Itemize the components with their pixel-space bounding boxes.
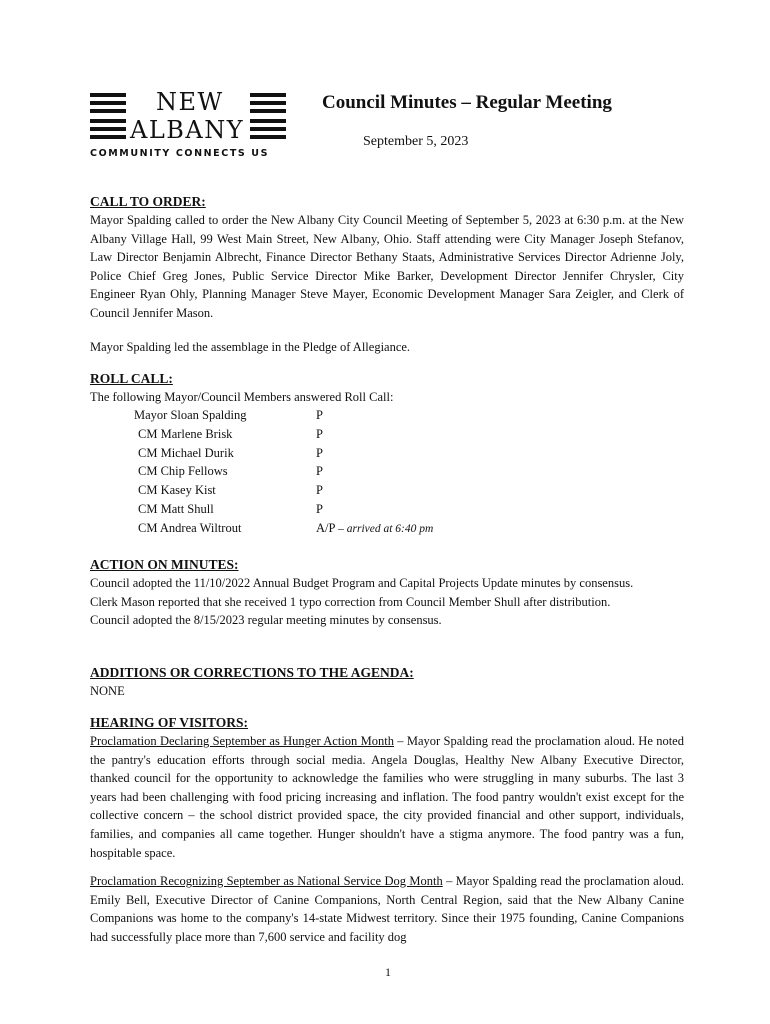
roll-call-intro: The following Mayor/Council Members answered Roll Call: — [90, 390, 394, 404]
member-status: P — [316, 464, 323, 479]
member-name: CM Marlene Brisk — [138, 426, 233, 441]
additions-heading: ADDITIONS OR CORRECTIONS TO THE AGENDA: — [90, 665, 414, 680]
hearing-heading: HEARING OF VISITORS: — [90, 715, 249, 730]
member-name: CM Michael Durik — [138, 445, 234, 460]
logo-bar — [250, 135, 286, 139]
member-status-with-note — [316, 519, 433, 539]
call-to-order-heading: CALL TO ORDER: — [90, 194, 206, 209]
member-name: CM Chip Fellows — [138, 464, 228, 479]
logo-bar — [250, 101, 286, 105]
member-status: P — [316, 501, 323, 516]
member-status: P — [316, 426, 323, 441]
logo-bar — [90, 101, 126, 105]
member-name: CM Andrea Wiltrout — [138, 520, 242, 535]
action-on-minutes-heading: ACTION ON MINUTES: — [90, 557, 239, 572]
typo-correction-text: Clerk Mason reported that she received 1 typo correction from Council Member Shull after distribution. — [90, 594, 611, 609]
logo-word-albany: ALBANY — [130, 116, 245, 144]
roll-call-section — [90, 370, 684, 407]
document-title: Council Minutes – Regular Meeting — [322, 92, 612, 113]
meeting-date: September 5, 2023 — [363, 134, 469, 149]
member-name: CM Kasey Kist — [138, 483, 216, 498]
hearing-of-visitors-section — [90, 714, 684, 862]
member-status: A/P — [316, 520, 335, 535]
logo-bar — [250, 109, 286, 113]
logo-bar — [250, 127, 286, 131]
minutes-adoption-text-1: Council adopted the 11/10/2022 Annual Budget Program and Capital Projects Update minutes by consensus. — [90, 576, 634, 590]
pledge-text: Mayor Spalding led the assemblage in the Pledge of Allegiance. — [90, 340, 411, 354]
service-dog-paragraph — [90, 872, 684, 946]
logo-bar — [90, 109, 126, 113]
hunger-action-text: – Mayor Spalding read the proclamation aloud. He noted the pantry's education efforts through social media. Angela Douglas, Healthy New Albany Executive Director, thanked council for the opportunity to acknowledge the families who were struggling in many suburbs. The last 3 years had been challenging with food pricing increasing and inflation. The food pantry wouldn't exist except for the collective concern – the school district provided space, the city provided financial and other support, individuals, families, and companies all came together. Hunger shouldn't have a stigma anymore. The food pantry was a fun, hospitable space. — [90, 734, 684, 860]
member-name: Mayor Sloan Spalding — [134, 408, 247, 422]
member-name: CM Matt Shull — [138, 501, 214, 516]
logo-word-new: NEW — [156, 88, 224, 116]
call-to-order-section — [90, 193, 684, 323]
member-status: P — [316, 483, 323, 498]
additions-text: NONE — [90, 684, 125, 698]
logo-bar — [90, 127, 126, 131]
member-status: P — [316, 408, 323, 422]
member-arrival-note: – arrived at 6:40 pm — [338, 522, 434, 535]
new-albany-logo — [90, 88, 295, 163]
service-dog-section — [90, 872, 684, 946]
roll-call-heading: ROLL CALL: — [90, 371, 173, 386]
hunger-action-paragraph — [90, 732, 684, 862]
action-on-minutes-section — [90, 556, 684, 630]
page-number: 1 — [385, 965, 391, 979]
additions-section — [90, 664, 684, 701]
logo-bar — [250, 119, 286, 123]
service-dog-title: Proclamation Recognizing September as National Service Dog Month — [90, 874, 443, 888]
logo-bar — [90, 135, 126, 139]
pledge-section — [90, 338, 684, 357]
hunger-action-title: Proclamation Declaring September as Hunger Action Month — [90, 734, 394, 748]
member-status: P — [316, 445, 323, 460]
logo-bar — [90, 119, 126, 123]
call-to-order-text: Mayor Spalding called to order the New Albany City Council Meeting of September 5, 2023 at 6:30 p.m. at the New Albany Village Hall, 99 West Main Street, New Albany, Ohio. Staff attending were City Manager Joseph Stefanov, Law Director Benjamin Albrecht, Finance Director Bethany Staats, Administrative Services Director Adrienne Joly, Police Chief Greg Jones, Public Service Director Mike Barker, Development Director Jennifer Chrysler, City Engineer Ryan Ohly, Planning Manager Steve Mayer, Economic Development Manager Sara Zeigler, and Clerk of Council Jennifer Mason. — [90, 213, 684, 320]
logo-bar — [250, 93, 286, 97]
service-dog-text: – Mayor Spalding read the proclamation aloud. Emily Bell, Executive Director of Canine Companions, North Central Region, said that the New Albany Canine Companions was home to the company's 14-state Midwest territory. Since their 1975 founding, Canine Companions had successfully place more than 7,600 service and facility dog — [90, 874, 684, 944]
logo-bar — [90, 93, 126, 97]
minutes-adoption-text-2: Council adopted the 8/15/2023 regular meeting minutes by consensus. — [90, 613, 442, 628]
logo-tagline: COMMUNITY CONNECTS US — [90, 148, 270, 159]
